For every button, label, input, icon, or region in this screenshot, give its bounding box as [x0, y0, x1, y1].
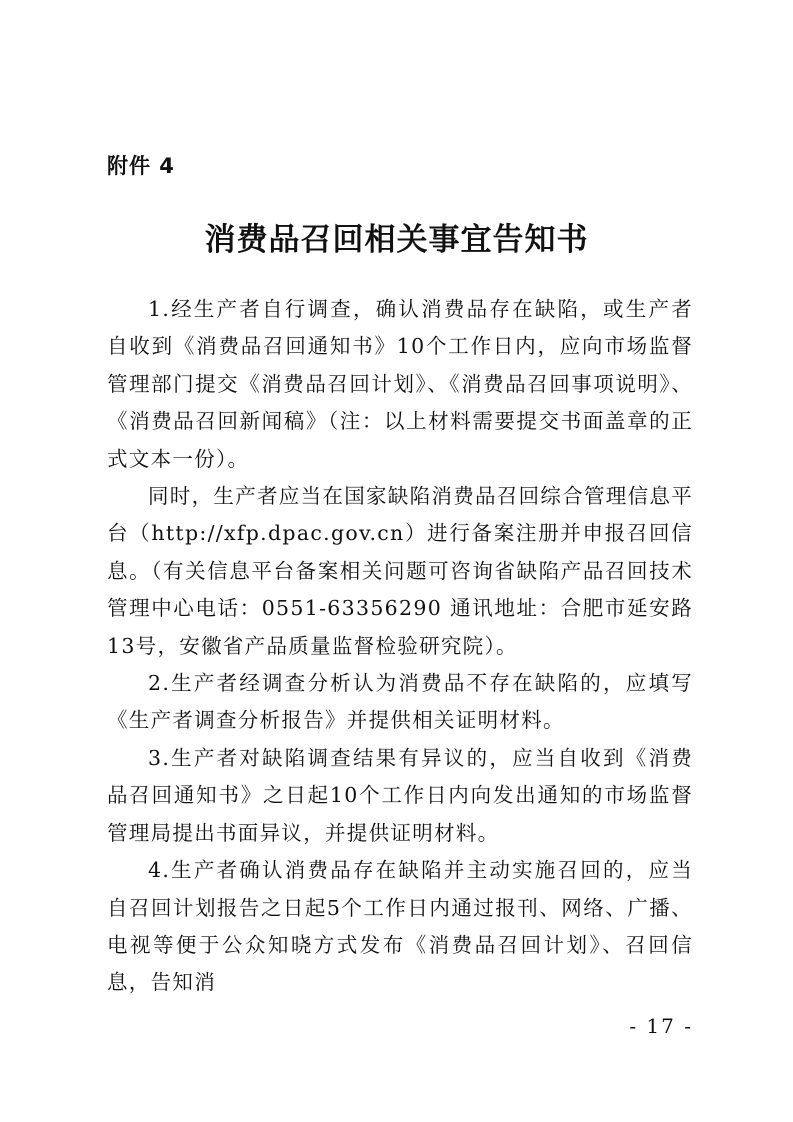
paragraph-3: 2.生产者经调查分析认为消费品不存在缺陷的，应填写《生产者调查分析报告》并提供相关证明材料。 — [107, 671, 693, 733]
paragraph-1: 1.经生产者自行调查，确认消费品存在缺陷，或生产者自收到《消费品召回通知书》10个工作日内，应向市场监督管理部门提交《消费品召回计划》、《消费品召回事项说明》、《消费品召回新闻稿》（注：以上材料需要提交书面盖章的正式文本一份）。 — [107, 297, 693, 471]
document-body — [107, 291, 693, 1002]
page-number: - 17 - — [629, 1014, 693, 1038]
paragraph-5: 4.生产者确认消费品存在缺陷并主动实施召回的，应当自召回计划报告之日起5个工作日内通过报刊、网络、广播、电视等便于公众知晓方式发布《消费品召回计划》、召回信息，告知消 — [107, 858, 693, 995]
paragraph-2: 同时，生产者应当在国家缺陷消费品召回综合管理信息平台（http://xfp.dpac.gov.cn）进行备案注册并申报召回信息。（有关信息平台备案相关问题可咨询省缺陷产品召回技术管理中心电话：0551-63356290 通讯地址：合肥市延安路13号，安徽省产品质量监督检验研究院）。 — [107, 484, 693, 658]
attachment-label: 附件 4 — [107, 154, 175, 178]
document-title: 消费品召回相关事宜告知书 — [204, 222, 589, 258]
paragraph-4: 3.生产者对缺陷调查结果有异议的，应当自收到《消费品召回通知书》之日起10个工作日内向发出通知的市场监督管理局提出书面异议，并提供证明材料。 — [107, 745, 693, 845]
